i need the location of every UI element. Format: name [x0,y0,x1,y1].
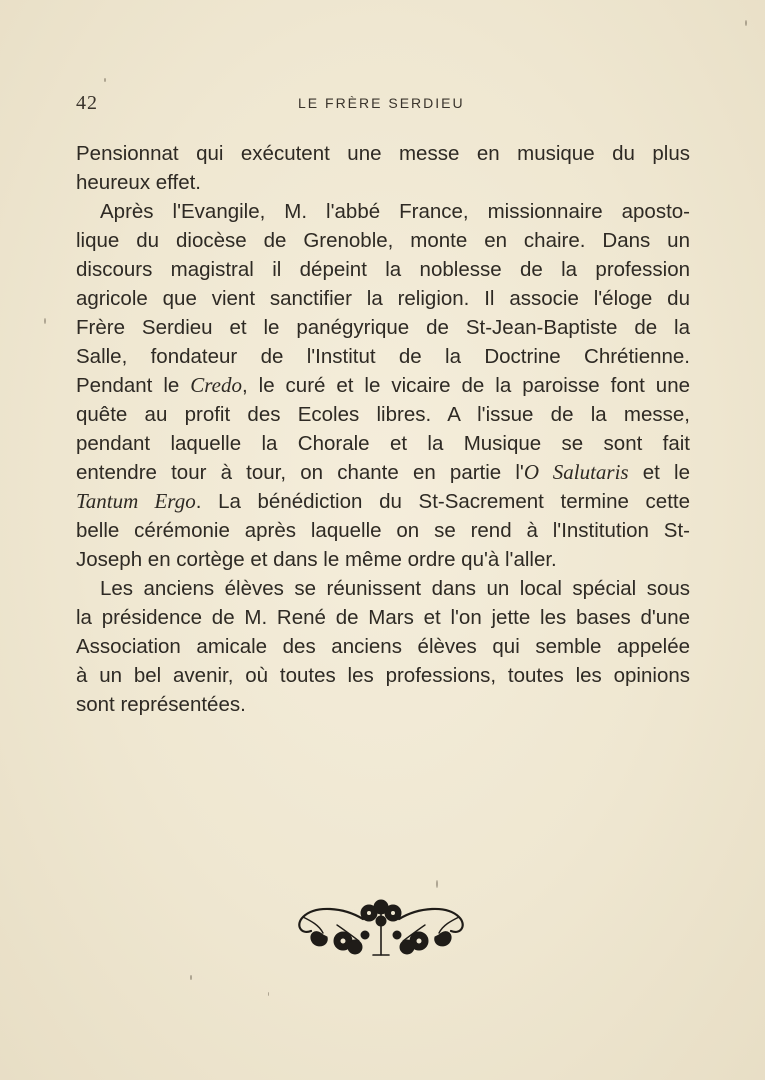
text-line: sont représentées. [76,693,246,716]
text-line: lique du diocèse de Grenoble, monte en chaire. Dans un [76,229,690,252]
italic-text: Tantum Ergo [76,489,196,513]
page-number: 42 [76,92,98,114]
text-line: la présidence de M. René de Mars et l'on jette les bases d'une [76,606,690,629]
paper-speck [745,20,747,26]
paper-speck [190,975,192,980]
text-segment: Pendant le [76,374,191,397]
body-text [76,139,690,719]
paper-speck [436,880,438,888]
italic-text: O Salutaris [523,460,629,484]
text-line: Association amicale des anciens élèves qui semble appelée [76,635,690,658]
text-line: Pensionnat qui exécutent une messe en musique du plus [76,142,690,165]
text-line: quête au profit des Ecoles libres. A l'issue de la messe, [76,403,690,426]
text-line: Salle, fondateur de l'Institut de la Doctrine Chrétienne. [76,345,690,368]
text-line: à un bel avenir, où toutes les professions, toutes les opinions [76,664,690,687]
text-line: agricole que vient sanctifier la religion. Il associe l'éloge du [76,287,690,310]
text-segment: , le curé et le vicaire de la paroisse font une [241,374,690,397]
running-head [76,92,690,116]
running-title: LE FRÈRE SERDIEU [298,95,465,111]
text-line: belle cérémonie après laquelle on se rend à l'Institution St- [76,519,690,542]
text-line: discours magistral il dépeint la noblesse de la profession [76,258,690,281]
text-line: heureux effet. [76,171,201,194]
text-line [76,458,690,487]
paper-speck [268,992,269,996]
text-line: Joseph en cortège et dans le même ordre qu'à l'aller. [76,548,557,571]
text-line [76,371,690,400]
italic-text: Credo [190,373,242,397]
floral-vignette-icon [293,895,469,961]
text-line: Après l'Evangile, M. l'abbé France, missionnaire aposto- [100,200,690,223]
text-line: pendant laquelle la Chorale et la Musique se sont fait [76,432,690,455]
paper-speck [44,318,46,324]
paper-speck [104,78,106,82]
text-line: Frère Serdieu et le panégyrique de St-Jean-Baptiste de la [76,316,690,339]
text-line [76,487,690,516]
text-line: Les anciens élèves se réunissent dans un local spécial sous [100,577,690,600]
text-segment: entendre tour à tour, on chante en partie l' [76,461,524,484]
text-segment: et le [628,461,690,484]
text-segment: . La bénédiction du St-Sacrement termine cette [195,490,690,513]
